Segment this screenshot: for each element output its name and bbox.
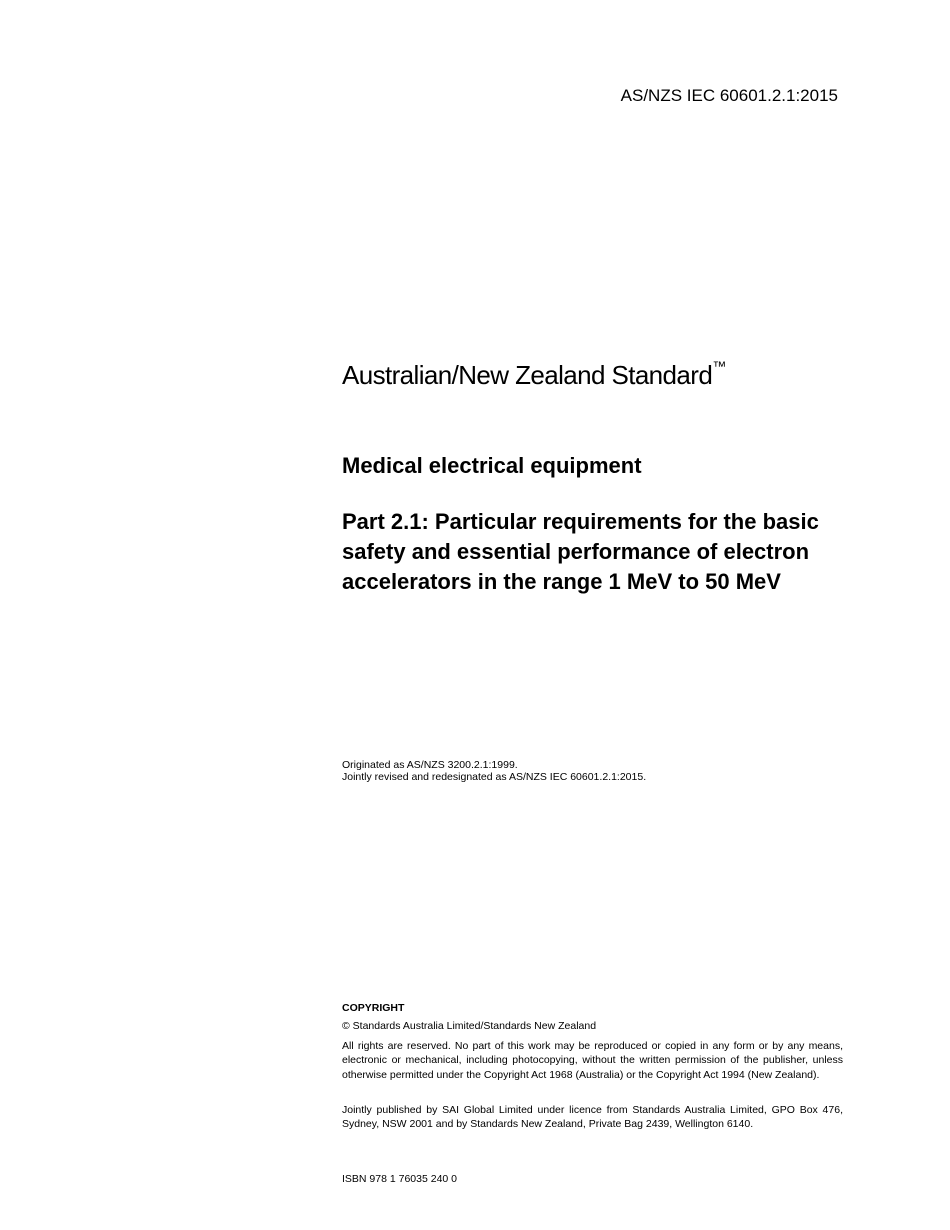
publisher-paragraph: Jointly published by SAI Global Limited under licence from Standards Australia Limited, GPO Box 476, Sydney, NSW 2001 and by Standards New Zealand, Private Bag 2439, Wellington 6140. (342, 1104, 843, 1131)
document-subject: Medical electrical equipment (342, 453, 642, 478)
copyright-heading: COPYRIGHT (342, 1002, 405, 1014)
copyright-holder: © Standards Australia Limited/Standards New Zealand (342, 1020, 597, 1032)
revision-history (342, 759, 646, 783)
history-originated: Originated as AS/NZS 3200.2.1:1999. (342, 759, 518, 771)
document-part-title: Part 2.1: Particular requirements for the basic safety and essential performance of electron accelerators in the range 1 MeV to 50 MeV (342, 509, 819, 594)
trademark-symbol: ™ (712, 358, 726, 374)
standard-title (342, 360, 726, 391)
isbn: ISBN 978 1 76035 240 0 (342, 1173, 458, 1185)
document-id: AS/NZS IEC 60601.2.1:2015 (620, 86, 838, 105)
history-revised: Jointly revised and redesignated as AS/NZS IEC 60601.2.1:2015. (342, 771, 647, 783)
standard-title-text: Australian/New Zealand Standard (342, 360, 713, 390)
rights-paragraph: All rights are reserved. No part of this work may be reproduced or copied in any form or by any means, electronic or mechanical, including photocopying, without the written permission of the publisher, unless otherwise permitted under the Copyright Act 1968 (Australia) or the Copyright Act 1994 (New Zealand). (342, 1040, 843, 1081)
